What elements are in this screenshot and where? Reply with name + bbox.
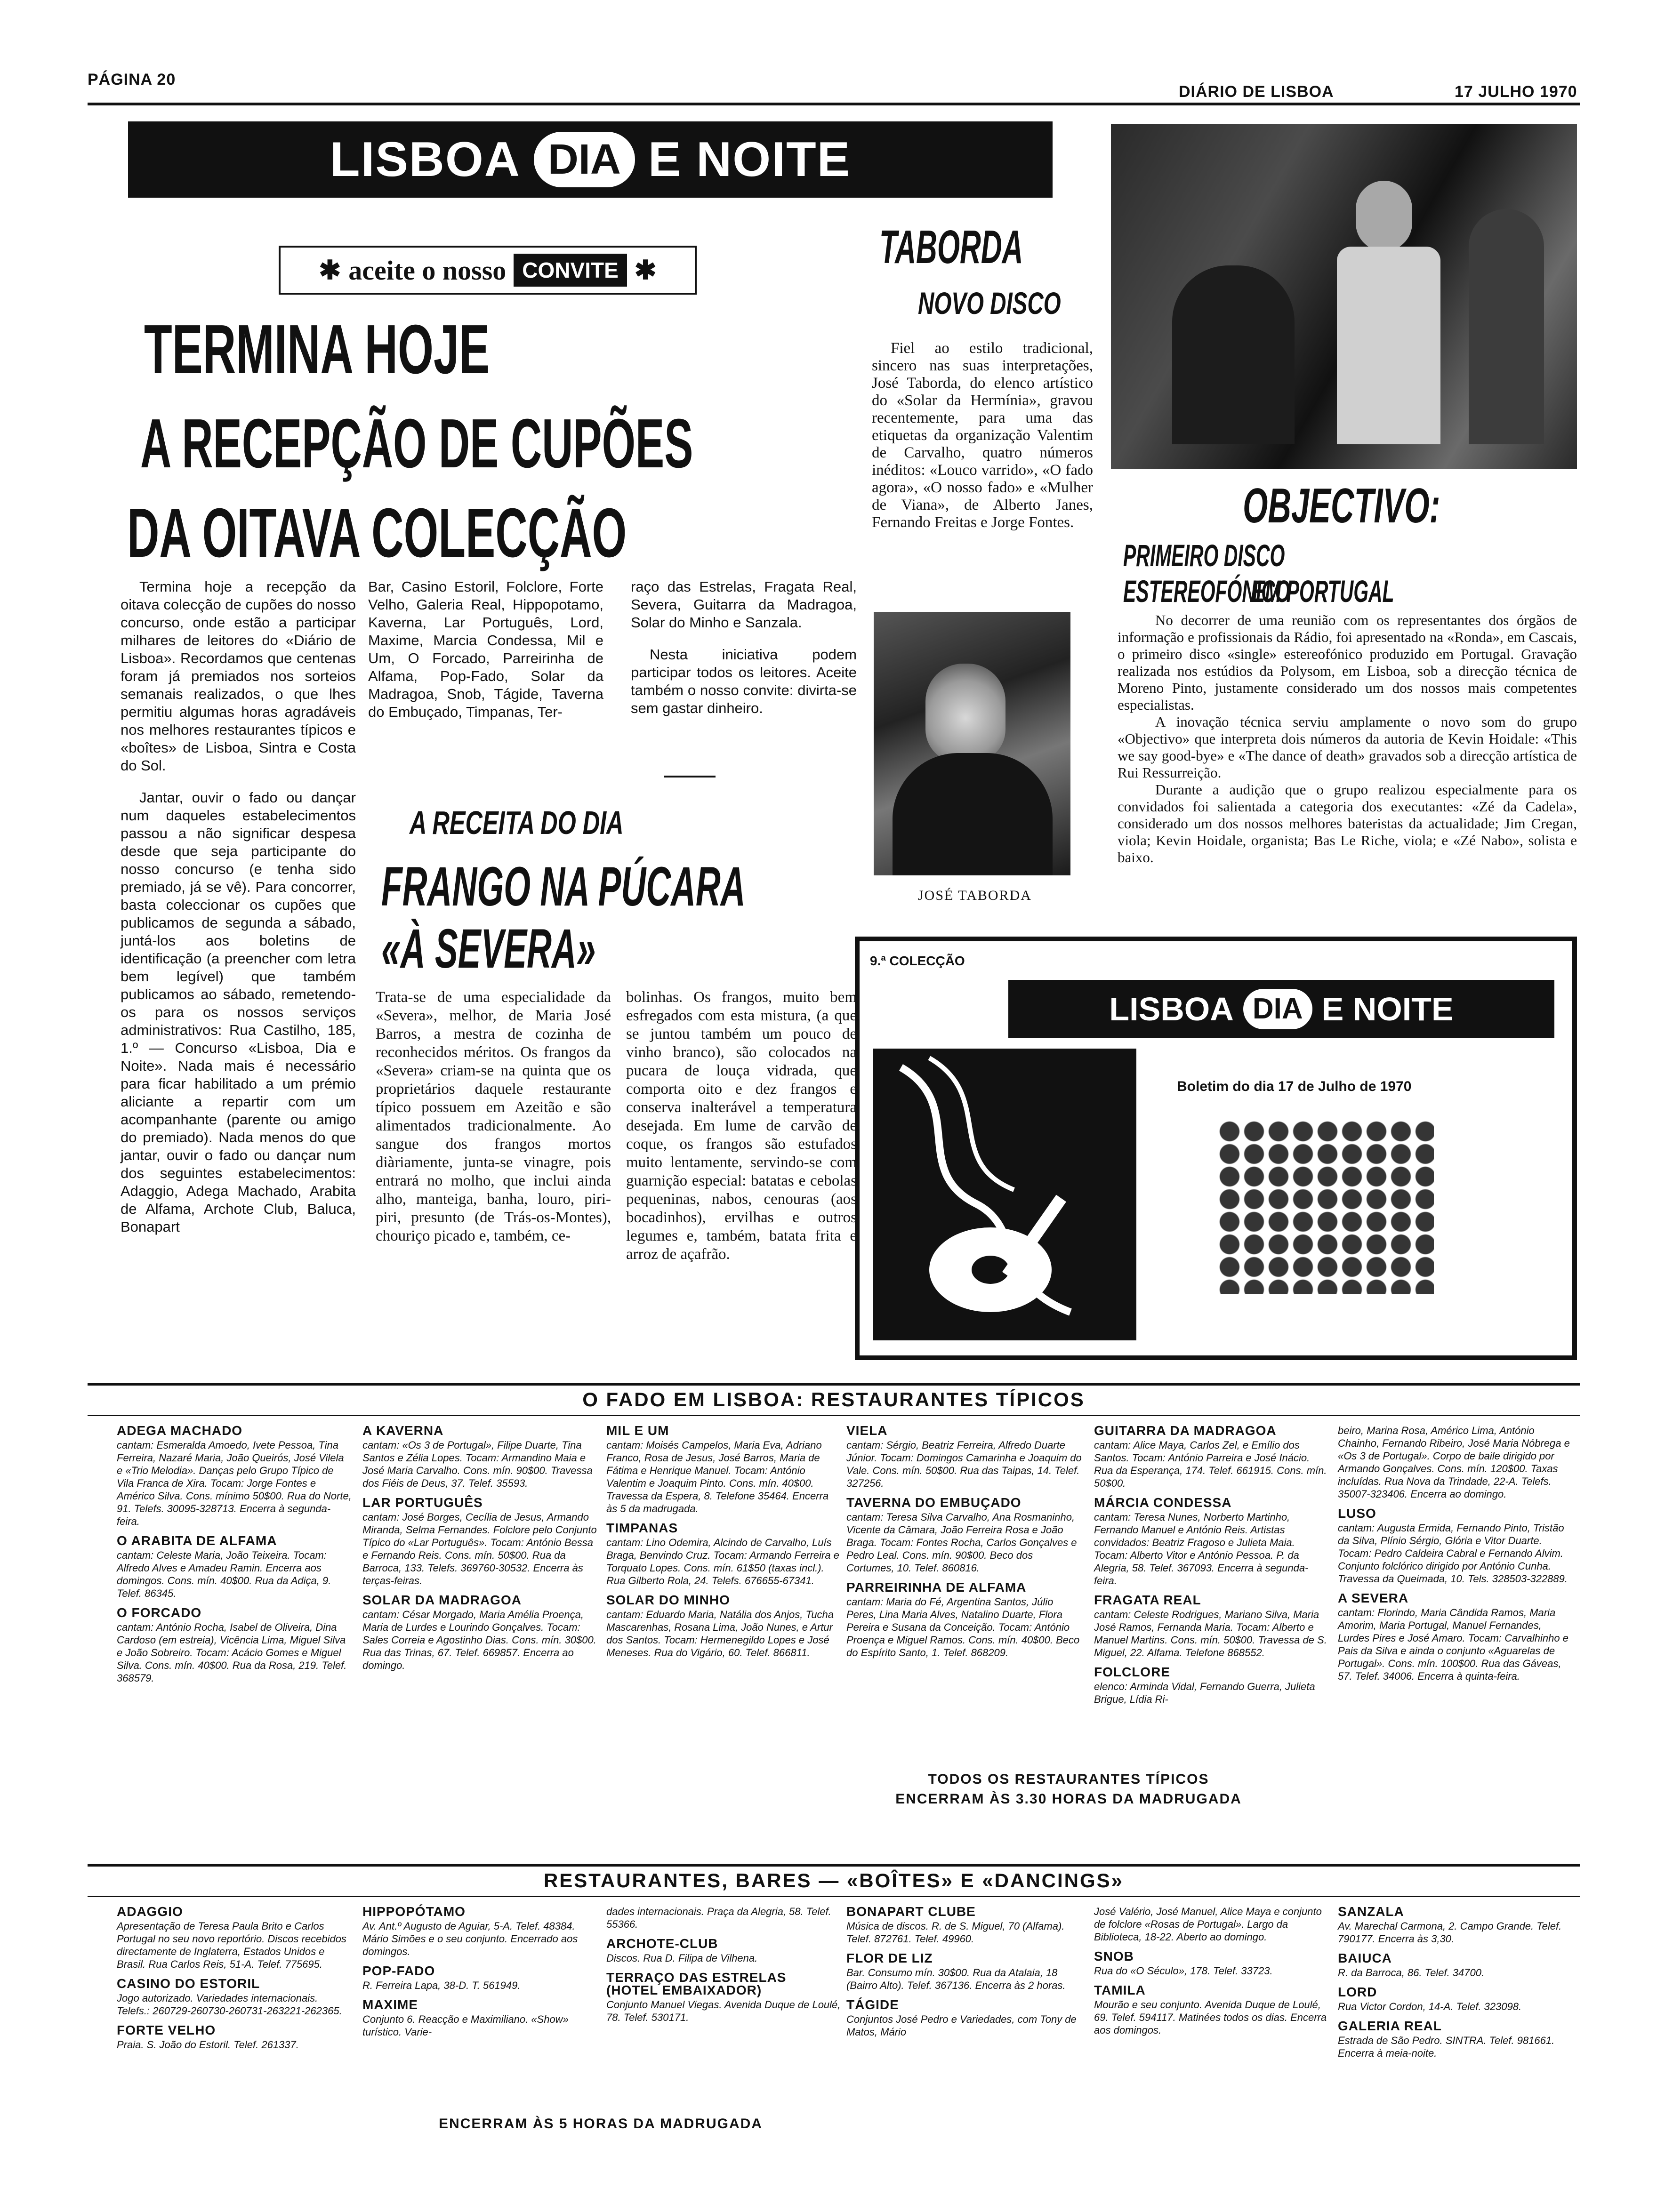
listing-name: ARCHOTE-CLUB	[606, 1936, 718, 1951]
listing-details: cantam: António Rocha, Isabel de Oliveira, Dina Cardoso (em estreia), Vicência Lima, Miguel Silva e João Sobreiro. Tocam: Acácio Gomes e Miguel Silva. Cons. mín. 40$00. Rua da Rosa, 219. Telef. 368579.	[117, 1621, 347, 1684]
article-end-rule	[664, 776, 716, 777]
coupon-word-dia: DIA	[1243, 989, 1312, 1029]
boites-heading: RESTAURANTES, BARES — «BOÎTES» E «DANCINGS»	[543, 1869, 1124, 1891]
listing-details: cantam: César Morgado, Maria Amélia Proença, Maria de Lurdes e Lourindo Gonçalves. Tocam: Sales Correia e Agostinho Dias. Cons. mín. 30$00. Rua das Trinas, 67. Telef. 669857. Encerra ao domingo.	[362, 1609, 596, 1671]
taborda-body: Fiel ao estilo tradicional, sincero nas suas interpretações, José Taborda, do elenco artístico do «Solar da Hermínia», gravou recentemente, para uma das etiquetas da organização Valentim de Carvalho, quatro números inéditos: «Louco varrido», «O fado agora», «O nosso fado» e «Mulher de Viana», de Alberto Janes, Fernando Freitas e Jorge Fontes.	[872, 340, 1093, 531]
listing-name: MÁRCIA CONDESSA	[1094, 1495, 1232, 1510]
coupon-collection: 9.ª COLECÇÃO	[870, 954, 965, 968]
section-banner	[128, 121, 1053, 198]
invite-box	[279, 246, 697, 295]
masthead-rule	[88, 103, 1580, 105]
listing-details: Jogo autorizado. Variedades internacionais. Telefs.: 260729-260730-260731-263221-262365.	[117, 1992, 342, 2017]
boites-rule-top	[88, 1864, 1580, 1867]
newspaper-name: DIÁRIO DE LISBOA	[1179, 83, 1334, 101]
objectivo-band-photo	[1111, 124, 1577, 469]
fado-column	[362, 1424, 598, 1672]
listing-details: Rua Victor Cordon, 14-A. Telef. 323098.	[1338, 2001, 1522, 2012]
boites-column	[846, 1905, 1082, 2038]
listing-details: Música de discos. R. de S. Miguel, 70 (Alfama). Telef. 872761. Telef. 49960.	[846, 1920, 1065, 1945]
listing-details: Mourão e seu conjunto. Avenida Duque de Loulé, 69. Telef. 594117. Matinées todos os dias. Encerra aos domingos.	[1094, 1999, 1327, 2036]
banner-word-dia: DIA	[534, 132, 635, 187]
listing-name: SNOB	[1094, 1949, 1134, 1964]
listing-details: Conjuntos José Pedro e Variedades, com Tony de Matos, Mário	[846, 2013, 1077, 2038]
headline-line-3: DA OITAVA COLECÇÃO	[127, 494, 627, 572]
fado-column	[117, 1424, 352, 1684]
invite-tag: CONVITE	[514, 254, 627, 287]
listing-name: MAXIME	[362, 1997, 418, 2012]
boites-rule-bottom	[88, 1896, 1580, 1897]
taborda-title: TABORDA	[879, 221, 1023, 273]
receita-title-2: «À SEVERA»	[381, 918, 596, 980]
fado-closing-1: TODOS OS RESTAURANTES TÍPICOS	[928, 1771, 1209, 1787]
fado-rule-top	[88, 1383, 1580, 1386]
coupon-date-line: Boletim do dia 17 de Julho de 1970	[1177, 1079, 1412, 1094]
coupon-banner	[1008, 980, 1554, 1038]
listing-name: TAVERNA DO EMBUÇADO	[846, 1495, 1022, 1510]
listing-name: HIPPOPÓTAMO	[362, 1904, 466, 1919]
fado-closing	[857, 1770, 1280, 1809]
taborda-caption: JOSÉ TABORDA	[918, 888, 1032, 903]
taborda-shoulders	[893, 753, 1053, 875]
listing-details: Conjunto 6. Reacção e Maximiliano. «Show» turístico. Varie-	[362, 2013, 569, 2038]
boites-column	[606, 1905, 842, 2024]
fado-column	[606, 1424, 842, 1659]
taborda-face	[925, 664, 1005, 762]
listing-name: TIMPANAS	[606, 1521, 678, 1535]
listing-name: BAIUCA	[1338, 1951, 1392, 1965]
listing-details: Av. Marechal Carmona, 2. Campo Grande. Telef. 790177. Encerra às 3,30.	[1338, 1920, 1562, 1945]
main-article-p4: Nesta iniciativa podem participar todos os leitores. Aceite também o nosso convite: divirta-se sem gastar dinheiro.	[631, 646, 857, 716]
objectivo-p1: No decorrer de uma reunião com os representantes dos órgãos de informação e profissionais da Rádio, foi apresentado na «Ronda», em Cascais, o primeiro disco «single» estereofónico produzido em Portugal. Gravação realizada nos estúdios da Polysom, em Lisboa, sob a direcção técnica de Moreno Pinto, justamente considerado um dos nossos mais competentes especialistas.	[1118, 612, 1577, 713]
listing-details: beiro, Marina Rosa, Américo Lima, António Chainho, Fernando Ribeiro, José Maria Nóbrega e «Os 3 de Portugal». Corpo de baile dirigido por Armando Gonçalves. Cons. mín. 120$00. Taxas incluídas. Rua Nova da Trindade, 22-A. Telefs. 35007-323406. Encerra ao domingo.	[1338, 1425, 1570, 1500]
listing-name: SANZALA	[1338, 1904, 1404, 1919]
objectivo-p3: Durante a audição que o grupo realizou especialmente para os convidados foi salientada a categoria dos executantes: «Zé da Cadela», considerado um dos nossos melhores bateristas da actualidade; Jim Cregan, viola; Kevin Hoidale, organista; Bas Le Riche, viola; e «Zé Nabo», solista e baixo.	[1118, 781, 1577, 866]
boites-column	[1338, 1905, 1573, 2060]
listing-details: cantam: Teresa Nunes, Norberto Martinho, Fernando Manuel e António Reis. Artistas convidados: Beatriz Fragoso e Julieta Maia. Tocam: Alberto Vitor e António Pessoa. P. da Alegria, 58. Telef. 367093. Encerra à segunda-feira.	[1094, 1511, 1309, 1587]
listing-name: FRAGATA REAL	[1094, 1593, 1201, 1607]
listing-details: elenco: Arminda Vidal, Fernando Guerra, Julieta Brigue, Lídia Ri-	[1094, 1681, 1315, 1705]
listing-details: Conjunto Manuel Viegas. Avenida Duque de Loulé, 78. Telef. 530171.	[606, 1999, 841, 2023]
listing-name: POP-FADO	[362, 1964, 435, 1978]
dotted-pattern-illustration	[1217, 1120, 1434, 1294]
listing-name: FLOR DE LIZ	[846, 1951, 933, 1965]
fado-rule-bottom	[88, 1415, 1580, 1416]
listing-name: BONAPART CLUBE	[846, 1904, 976, 1919]
listing-details: cantam: Teresa Silva Carvalho, Ana Rosmaninho, Vicente da Câmara, João Ferreira Rosa e João Braga. Tocam: Fontes Rocha, Carlos Gonçalves e Pedro Leal. Cons. mín. 90$00. Beco dos Cortumes, 10. Telef. 860816.	[846, 1511, 1077, 1574]
objectivo-p2: A inovação técnica serviu amplamente o novo som do grupo «Objectivo» que interpreta dois números da autoria de Kevin Hoidale: «This we say good-bye» e «The dance of death» gravados sob a direcção artística de Rui Ressurreição.	[1118, 713, 1577, 781]
listing-details: Bar. Consumo mín. 30$00. Rua da Atalaia, 18 (Bairro Alto). Telef. 367136. Encerra às 2 horas.	[846, 1967, 1066, 1991]
listing-details: José Valério, José Manuel, Alice Maya e conjunto de folclore «Rosas de Portugal». Largo da Biblioteca, 18-22. Aberto ao domingo.	[1094, 1906, 1322, 1943]
listing-details: cantam: Lino Odemira, Alcindo de Carvalho, Luís Braga, Benvindo Cruz. Tocam: Armando Ferreira e Torquato Lopes. Cons. mín. 61$50 (taxas incl.). Rua Gilberto Rola, 24. Telefs. 676655-67341.	[606, 1537, 839, 1587]
invite-text: aceite o nosso	[348, 255, 507, 286]
listing-details: Estrada de São Pedro. SINTRA. Telef. 981661. Encerra à meia-noite.	[1338, 2035, 1555, 2059]
taborda-photo	[874, 612, 1070, 875]
listing-name: CASINO DO ESTORIL	[117, 1976, 260, 1991]
invite-star-icon: ✱	[319, 256, 341, 285]
listing-name: LAR PORTUGUÊS	[362, 1495, 483, 1510]
objectivo-subtitle-2: EM PORTUGAL	[1252, 574, 1394, 609]
issue-date: 17 JULHO 1970	[1455, 83, 1577, 101]
listing-details: cantam: Eduardo Maria, Natália dos Anjos, Tucha Mascarenhas, Rosana Lima, João Nunes, e Artur dos Santos. Tocam: Hermenegildo Lopes e José Meneses. Rua do Vigário, 60. Telef. 866811.	[606, 1609, 834, 1659]
listing-details: Rua do «O Século», 178. Telef. 33723.	[1094, 1965, 1273, 1977]
listing-name: PARREIRINHA DE ALFAMA	[846, 1580, 1027, 1595]
listing-name: LORD	[1338, 1985, 1377, 1999]
listing-details: dades internacionais. Praça da Alegria, 58. Telef. 55366.	[606, 1906, 831, 1930]
listing-name: TAMILA	[1094, 1983, 1146, 1997]
main-article-p1: Termina hoje a recepção da oitava colecção de cupões do nosso concurso, onde estão a participar milhares de leitores do «Diário de Lisboa». Recordamos que centenas foram já premiados nos sorteios semanais realizados, o que lhes permitiu algumas horas agradáveis nos melhores restaurantes típicos e «boîtes» de Lisboa, Sintra e Costa do Sol.	[121, 578, 356, 774]
receita-col2: bolinhas. Os frangos, muito bem esfregados com esta mistura, (a que se juntou também um pouco de vinho branco), são colocados na pucara de louça vidrada, que comporta oito e dez frangos e conserva inalterável a temperatura desejada. Em lume de carvão de coque, os frangos são estufados muito lentamente, servindo-se com guarnição especial: batatas e cebolas pequeninas, nabos, cenouras (aos bocadinhos), ervilhas e outros legumes e, também, batata frita e arroz de açafrão.	[626, 989, 857, 1263]
listing-details: cantam: Maria do Fé, Argentina Santos, Júlio Peres, Lina Maria Alves, Natalino Duarte, Flora Pereira e Susana da Conceição. Tocam: António Proença e Miguel Ramos. Cons. mín. 40$00. Beco do Espírito Santo, 1. Telef. 868209.	[846, 1596, 1080, 1659]
headline-line-2: A RECEPÇÃO DE CUPÕES	[140, 405, 693, 482]
page-number: PÁGINA 20	[88, 71, 176, 88]
fado-column	[1338, 1424, 1573, 1683]
main-article-col2: Bar, Casino Estoril, Folclore, Forte Velho, Galeria Real, Hippopotamo, Kaverna, Lar Português, Lord, Maxime, Marcia Condessa, Mil e Um, O Forcado, Parreirinha de Alfama, Pop-Fado, Solar da Madragoa, Snob, Tágide, Taverna do Embuçado, Timpanas, Ter-	[368, 578, 603, 720]
main-article-col1	[121, 578, 356, 1236]
invite-star-icon-right: ✱	[634, 256, 657, 285]
listing-name: GALERIA REAL	[1338, 2019, 1442, 2033]
banner-word-lisboa: LISBOA	[330, 132, 521, 187]
coupon-boletim	[855, 937, 1577, 1360]
listing-details: cantam: Moisés Campelos, Maria Eva, Adriano Franco, Rosa de Jesus, José Barros, Maria de Fátima e Henrique Manuel. Tocam: António Valentim e Joaquim Pinto. Cons. mín. 40$00. Travessa da Espera, 8. Telefone 35464. Encerra às 5 da madrugada.	[606, 1439, 829, 1515]
listing-name: LUSO	[1338, 1506, 1376, 1521]
headline-line-1: TERMINA HOJE	[144, 311, 490, 388]
musician-figure-1-body	[1337, 247, 1440, 444]
listing-details: Discos. Rua D. Filipa de Vilhena.	[606, 1952, 758, 1964]
listing-name: A KAVERNA	[362, 1423, 444, 1438]
boites-column	[1094, 1905, 1329, 2036]
listing-name: TÁGIDE	[846, 1997, 899, 2012]
listing-details: cantam: Celeste Maria, João Teixeira. Tocam: Alfredo Alves e Amadeu Ramin. Encerra aos domingos. Cons. mín. 40$00. Rua da Adiça, 9. Telef. 86345.	[117, 1549, 331, 1599]
listing-details: Apresentação de Teresa Paula Brito e Carlos Portugal no seu novo reportório. Discos recebidos directamente de Inglaterra, Estados Unidos e Brasil. Rua Carlos Reis, 51-A. Telef. 775695.	[117, 1920, 346, 1970]
objectivo-body	[1118, 612, 1577, 866]
main-article-col3	[631, 578, 857, 717]
listing-details: Av. Ant.º Augusto de Aguiar, 5-A. Telef. 48384. Mário Simões e o seu conjunto. Encerrado aos domingos.	[362, 1920, 578, 1957]
guitar-player-illustration	[873, 1049, 1136, 1340]
musician-figure-2	[1172, 265, 1295, 444]
listing-details: cantam: Alice Maya, Carlos Zel, e Emílio dos Santos. Tocam: António Parreira e José Inácio. Rua da Esperança, 174. Telef. 661915. Cons. mín. 50$00.	[1094, 1439, 1327, 1489]
listing-name: FOLCLORE	[1094, 1665, 1170, 1679]
fado-closing-2: ENCERRAM ÀS 3.30 HORAS DA MADRUGADA	[895, 1791, 1242, 1807]
listing-name: SOLAR DO MINHO	[606, 1593, 730, 1607]
listing-details: R. Ferreira Lapa, 38-D. T. 561949.	[362, 1980, 521, 1991]
listing-name: ADAGGIO	[117, 1904, 183, 1919]
listing-details: cantam: Esmeralda Amoedo, Ivete Pessoa, Tina Ferreira, Nazaré Maria, João Queirós, José Vilela e «Trio Melodia». Danças pelo Grupo Típico de Vila Franca de Xira. Tocam: Jorge Fontes e Américo Silva. Cons. mínimo 50$00. Rua do Norte, 91. Telefs. 30095-328713. Encerra à segunda-feira.	[117, 1439, 352, 1527]
boites-column	[362, 1905, 598, 2038]
coupon-word-lisboa: LISBOA	[1109, 991, 1234, 1027]
musician-figure-1	[1356, 181, 1412, 251]
listing-details: cantam: Celeste Rodrigues, Mariano Silva, Maria José Ramos, Fernanda Maria. Tocam: Alberto e Manuel Martins. Cons. mín. 50$00. Travessa de S. Miguel, 22. Alfama. Telefone 868552.	[1094, 1609, 1327, 1659]
coupon-word-noite: E NOITE	[1321, 991, 1454, 1027]
objectivo-subtitle-1: PRIMEIRO DISCO ESTEREOFÓNICO	[1123, 538, 1290, 609]
listing-details: cantam: José Borges, Cecília de Jesus, Armando Miranda, Selma Fernandes. Folclore pelo Conjunto Típico do «Lar Português». Tocam: António Bessa e Fernando Reis. Cons. mín. 50$00. Rua da Barroca, 133. Telefs. 369760-30532. Encerra às terças-feiras.	[362, 1511, 597, 1587]
listing-name: VIELA	[846, 1423, 888, 1438]
guitar-icon	[873, 1049, 1136, 1340]
listing-name: MIL E UM	[606, 1423, 669, 1438]
listing-name: GUITARRA DA MADRAGOA	[1094, 1423, 1277, 1438]
receita-col1: Trata-se de uma especialidade da «Severa», melhor, de Maria José Barros, a mestra de cozinha de reconhecidos méritos. Os frangos da «Severa» criam-se na quinta que os proprietários daquele restaurante típico possuem em Azeitão e são alimentados tradicionalmente. Ao sangue dos frangos mortos diàriamente, junta-se vinagre, pois entrará no molho, que inclui ainda alho, manteiga, banha, louro, piri-piri, presunto (de Trás-os-Montes), chouriço picado e, também, ce-	[376, 989, 611, 1244]
listing-details: Praia. S. João do Estoril. Telef. 261337.	[117, 2039, 299, 2051]
listing-details: cantam: Florindo, Maria Cândida Ramos, Maria Amorim, Maria Portugal, Manuel Fernandes, Lurdes Pires e José Amaro. Tocam: Carvalhinho e Pais da Silva e ainda o conjunto «Aguarelas de Portugal». Cons. mín. 100$00. Rua das Gáveas, 57. Telef. 34006. Encerra à quinta-feira.	[1338, 1607, 1569, 1682]
taborda-subtitle: NOVO DISCO	[918, 286, 1061, 321]
banner-word-noite: E NOITE	[648, 132, 851, 187]
receita-kicker: A RECEITA DO DIA	[410, 804, 624, 841]
listing-name: TERRAÇO DAS ESTRELAS (HOTEL EMBAIXADOR)	[606, 1970, 787, 1997]
listing-details: cantam: Sérgio, Beatriz Ferreira, Alfredo Duarte Júnior. Tocam: Domingos Camarinha e Joaquim do Vale. Cons. mín. 50$00. Rua das Taipas, 14. Telef. 327256.	[846, 1439, 1082, 1489]
listing-details: R. da Barroca, 86. Telef. 34700.	[1338, 1967, 1485, 1979]
listing-name: O ARABITA DE ALFAMA	[117, 1533, 277, 1548]
listing-name: ADEGA MACHADO	[117, 1423, 243, 1438]
listing-name: O FORCADO	[117, 1605, 202, 1620]
listing-name: SOLAR DA MADRAGOA	[362, 1593, 522, 1607]
main-article-p3: raço das Estrelas, Fragata Real, Severa, Guitarra da Madragoa, Solar do Minho e Sanzala.	[631, 578, 857, 631]
listing-name: A SEVERA	[1338, 1591, 1409, 1605]
musician-figure-3	[1469, 209, 1544, 444]
fado-column	[1094, 1424, 1329, 1706]
boites-column	[117, 1905, 352, 2051]
boites-closing: ENCERRAM ÀS 5 HORAS DA MADRUGADA	[439, 2116, 763, 2132]
receita-title-1: FRANGO NA PÚCARA	[381, 856, 746, 918]
fado-column	[846, 1424, 1082, 1659]
listing-details: cantam: Augusta Ermida, Fernando Pinto, Tristão da Silva, Plínio Sérgio, Glória e Vitor Duarte. Tocam: Pedro Caldeira Cabral e Fernando Alvim. Conjunto folclórico dirigido por António Cunha. Travessa da Queimada, 10. Tels. 328503-322889.	[1338, 1522, 1568, 1585]
listing-name: FORTE VELHO	[117, 2023, 216, 2037]
main-article-p2: Jantar, ouvir o fado ou dançar num daqueles estabelecimentos passou a não significar despesa desde que seja participante do nosso concurso (e tenha sido premiado, já se vê). Para concorrer, basta coleccionar os cupões que publicamos de segunda a sábado, juntá-los aos boletins de identificação (a preencher com letra bem legível) que também publicamos ao sábado, remetendo-os para os nossos serviços administrativos: Rua Castilho, 185, 1.º — Concurso «Lisboa, Dia e Noite». Nada mais é necessário para ficar habilitado a um prémio aliciante a repartir com um acompanhante (parente ou amigo do premiado). Nada menos do que jantar, ouvir o fado ou dançar num dos seguintes estabelecimentos: Adaggio, Adega Machado, Arabita de Alfama, Archote Club, Baluca, Bonapart	[121, 789, 356, 1235]
fado-heading: O FADO EM LISBOA: RESTAURANTES TÍPICOS	[582, 1388, 1085, 1411]
listing-details: cantam: «Os 3 de Portugal», Filipe Duarte, Tina Santos e Zélia Lopes. Tocam: Armandino Maia e José Maria Carvalho. Cons. mín. 90$00. Travessa dos Fiéis de Deus, 37. Telef. 35593.	[362, 1439, 593, 1489]
objectivo-title: OBJECTIVO:	[1243, 479, 1440, 533]
